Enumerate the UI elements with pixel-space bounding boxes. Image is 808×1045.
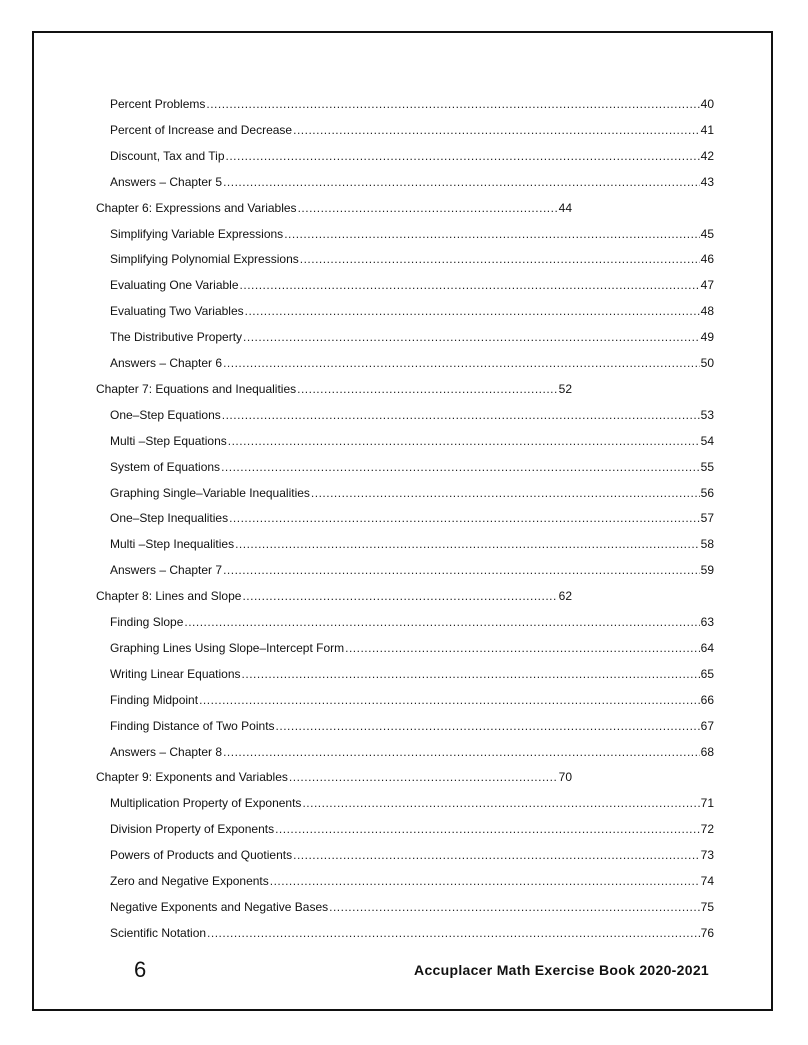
- toc-page-number: 50: [700, 356, 714, 370]
- toc-entry-row[interactable]: [110, 148, 714, 164]
- toc-entry-row[interactable]: [110, 485, 714, 501]
- toc-leader-dots: [199, 692, 700, 708]
- toc-title: Percent of Increase and Decrease: [110, 122, 293, 137]
- toc-page-number: 63: [700, 615, 714, 629]
- toc-page-number: 56: [700, 485, 714, 500]
- toc-leader-dots: [329, 899, 700, 915]
- toc-leader-dots: [223, 562, 700, 578]
- toc-title: Division Property of Exponents: [110, 822, 275, 837]
- toc-entry-row[interactable]: [110, 640, 714, 656]
- toc-page-number: 58: [700, 537, 714, 552]
- toc-entry-row[interactable]: [110, 226, 714, 242]
- toc-chapter-row[interactable]: [96, 381, 572, 397]
- toc-title: Chapter 6: Expressions and Variables: [96, 200, 297, 215]
- toc-title: Powers of Products and Quotients: [110, 848, 293, 863]
- toc-title: The Distributive Property: [110, 330, 243, 345]
- toc-leader-dots: [245, 303, 700, 319]
- toc-title: Answers – Chapter 5: [110, 174, 223, 189]
- toc-entry-row[interactable]: [110, 536, 714, 552]
- toc-leader-dots: [297, 381, 558, 397]
- toc-leader-dots: [242, 588, 557, 604]
- toc-title: Chapter 7: Equations and Inequalities: [96, 381, 297, 396]
- toc-entry-row[interactable]: [110, 744, 714, 760]
- toc-leader-dots: [284, 226, 699, 242]
- toc-page-number: 40: [700, 97, 714, 111]
- toc-title: Chapter 9: Exponents and Variables: [96, 770, 288, 785]
- toc-leader-dots: [242, 666, 700, 682]
- toc-title: Answers – Chapter 8: [110, 744, 223, 759]
- toc-entry-row[interactable]: [110, 251, 714, 267]
- toc-title: Simplifying Variable Expressions: [110, 226, 284, 241]
- toc-entry-row[interactable]: [110, 614, 714, 630]
- toc-entry-row[interactable]: [110, 303, 714, 319]
- toc-title: Zero and Negative Exponents: [110, 874, 269, 888]
- toc-leader-dots: [311, 485, 700, 501]
- toc-entry-row[interactable]: [110, 510, 714, 526]
- toc-page-number: 76: [700, 925, 714, 940]
- toc-page-number: 54: [700, 433, 714, 448]
- toc-title: Graphing Single–Variable Inequalities: [110, 485, 310, 500]
- toc-page-number: 52: [558, 381, 572, 396]
- toc-entry-row[interactable]: [110, 899, 714, 915]
- toc-page-number: 53: [700, 407, 714, 422]
- toc-title: Simplifying Polynomial Expressions: [110, 252, 299, 267]
- toc-entry-row[interactable]: [110, 122, 714, 138]
- document-page: [32, 31, 773, 1011]
- toc-page-number: 75: [700, 899, 714, 914]
- toc-chapter-row[interactable]: [96, 200, 572, 216]
- toc-page-number: 74: [700, 874, 714, 888]
- toc-entry-row[interactable]: [110, 407, 714, 423]
- toc-leader-dots: [276, 718, 700, 734]
- toc-entry-row[interactable]: [110, 821, 714, 837]
- toc-leader-dots: [293, 847, 700, 863]
- toc-title: Finding Slope: [110, 615, 184, 629]
- toc-leader-dots: [223, 744, 700, 760]
- toc-title: Discount, Tax and Tip: [110, 148, 225, 163]
- toc-page-number: 64: [700, 640, 714, 655]
- toc-title: Percent Problems: [110, 97, 206, 111]
- toc-leader-dots: [289, 769, 558, 785]
- toc-title: Graphing Lines Using Slope–Intercept Form: [110, 640, 345, 655]
- toc-leader-dots: [229, 510, 700, 526]
- toc-leader-dots: [240, 277, 700, 293]
- toc-page-number: 49: [700, 330, 714, 345]
- toc-page-number: 46: [700, 252, 714, 267]
- page-number: 6: [134, 957, 147, 982]
- toc-title: Multi –Step Inequalities: [110, 537, 235, 552]
- toc-page-number: 57: [700, 511, 714, 526]
- toc-title: Negative Exponents and Negative Bases: [110, 899, 329, 914]
- toc-title: Answers – Chapter 7: [110, 563, 223, 578]
- toc-leader-dots: [275, 821, 700, 837]
- toc-leader-dots: [223, 355, 700, 371]
- toc-page-number: 62: [558, 589, 572, 604]
- toc-page-number: 43: [700, 174, 714, 189]
- toc-title: One–Step Inequalities: [110, 511, 229, 526]
- toc-chapter-row[interactable]: [96, 588, 572, 604]
- toc-leader-dots: [223, 174, 700, 190]
- toc-leader-dots: [302, 795, 699, 811]
- toc-page-number: 47: [700, 278, 714, 293]
- toc-page-number: 66: [700, 692, 714, 707]
- toc-title: Multi –Step Equations: [110, 433, 227, 448]
- toc-leader-dots: [206, 96, 699, 112]
- toc-title: Finding Midpoint: [110, 692, 199, 707]
- footer-book-title: Accuplacer Math Exercise Book 2020-2021: [414, 962, 709, 978]
- toc-entry-row[interactable]: [110, 795, 714, 811]
- toc-title: Evaluating One Variable: [110, 278, 239, 293]
- toc-page-number: 70: [558, 770, 572, 785]
- toc-leader-dots: [207, 925, 700, 941]
- toc-title: Finding Distance of Two Points: [110, 718, 275, 733]
- toc-page-number: 44: [558, 200, 572, 215]
- toc-leader-dots: [226, 148, 700, 164]
- toc-entry-row[interactable]: [110, 459, 714, 475]
- toc-entry-row[interactable]: [110, 355, 714, 371]
- toc-leader-dots: [243, 329, 700, 345]
- toc-entry-row[interactable]: [110, 277, 714, 293]
- toc-title: Answers – Chapter 6: [110, 356, 223, 370]
- toc-entry-row[interactable]: [110, 873, 714, 889]
- toc-title: Evaluating Two Variables: [110, 304, 244, 319]
- toc-page-number: 67: [700, 718, 714, 733]
- toc-page-number: 72: [700, 822, 714, 837]
- toc-leader-dots: [293, 122, 700, 138]
- toc-entry-row[interactable]: [110, 562, 714, 578]
- toc-page-number: 73: [700, 848, 714, 863]
- toc-leader-dots: [222, 407, 700, 423]
- toc-entry-row[interactable]: [110, 847, 714, 863]
- toc-entry-row[interactable]: [110, 718, 714, 734]
- toc-leader-dots: [235, 536, 700, 552]
- toc-entry-row[interactable]: [110, 925, 714, 941]
- toc-title: One–Step Equations: [110, 407, 221, 422]
- toc-leader-dots: [228, 433, 700, 449]
- toc-entry-row[interactable]: [110, 433, 714, 449]
- toc-page-number: 45: [700, 226, 714, 241]
- toc-title: Scientific Notation: [110, 925, 207, 940]
- toc-entry-row[interactable]: [110, 666, 714, 682]
- toc-page-number: 68: [700, 744, 714, 759]
- toc-leader-dots: [184, 614, 699, 630]
- toc-title: Writing Linear Equations: [110, 666, 241, 681]
- toc-entry-row[interactable]: [110, 96, 714, 112]
- toc-leader-dots: [221, 459, 700, 475]
- toc-title: Chapter 8: Lines and Slope: [96, 589, 242, 604]
- toc-title: System of Equations: [110, 459, 221, 474]
- toc-page-number: 48: [700, 304, 714, 319]
- toc-title: Multiplication Property of Exponents: [110, 796, 302, 811]
- toc-page-number: 42: [700, 148, 714, 163]
- toc-leader-dots: [298, 200, 558, 216]
- toc-entry-row[interactable]: [110, 174, 714, 190]
- toc-page-number: 59: [700, 563, 714, 578]
- toc-chapter-row[interactable]: [96, 769, 572, 785]
- toc-page-number: 71: [700, 796, 714, 811]
- toc-leader-dots: [345, 640, 700, 656]
- toc-page-number: 55: [700, 459, 714, 474]
- toc-leader-dots: [300, 251, 700, 267]
- toc-entry-row[interactable]: [110, 329, 714, 345]
- toc-leader-dots: [270, 873, 700, 889]
- toc-page-number: 41: [700, 122, 714, 137]
- toc-entry-row[interactable]: [110, 692, 714, 708]
- toc-page-number: 65: [700, 666, 714, 681]
